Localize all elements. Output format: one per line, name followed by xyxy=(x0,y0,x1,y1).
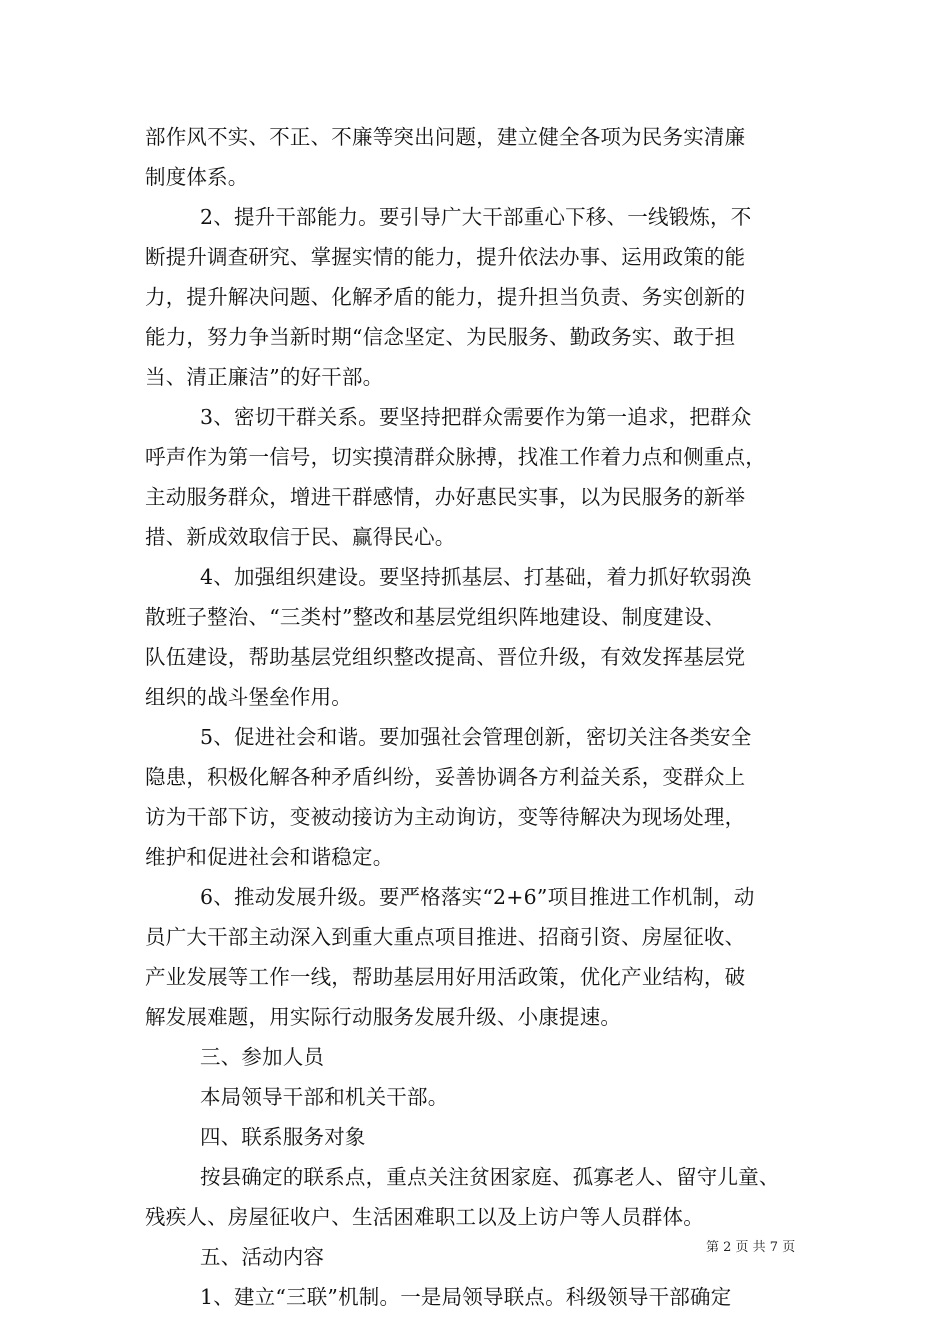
text-line: 队伍建设，帮助基层党组织整改提高、晋位升级，有效发挥基层党 xyxy=(145,645,746,669)
text-line: 访为干部下访，变被动接访为主动询访，变等待解决为现场处理， xyxy=(145,805,746,829)
text-line: 隐患，积极化解各种矛盾纠纷，妥善协调各方利益关系，变群众上 xyxy=(145,765,746,789)
section-heading: 四、联系服务对象 xyxy=(200,1125,366,1149)
document-body xyxy=(145,117,815,1317)
text-line: 部作风不实、不正、不廉等突出问题，建立健全各项为民务实清廉 xyxy=(145,125,746,149)
text-line: 维护和促进社会和谐稳定。 xyxy=(145,845,394,869)
paragraph-start: 6、推动发展升级。要严格落实“2+6”项目推进工作机制，动 xyxy=(200,885,755,909)
text-line: 组织的战斗堡垒作用。 xyxy=(145,685,352,709)
text-line: 力，提升解决问题、化解矛盾的能力，提升担当负责、务实创新的 xyxy=(145,285,746,309)
text-line: 主动服务群众，增进干群感情，办好惠民实事，以为民服务的新举 xyxy=(145,485,746,509)
paragraph-start: 本局领导干部和机关干部。 xyxy=(200,1085,449,1109)
section-heading: 三、参加人员 xyxy=(200,1045,325,1069)
text-line: 残疾人、房屋征收户、生活困难职工以及上访户等人员群体。 xyxy=(145,1205,704,1229)
paragraph-start: 3、密切干群关系。要坚持把群众需要作为第一追求，把群众 xyxy=(200,405,752,429)
text-line: 产业发展等工作一线，帮助基层用好用活政策，优化产业结构，破 xyxy=(145,965,746,989)
text-line: 制度体系。 xyxy=(145,165,249,189)
paragraph-start: 4、加强组织建设。要坚持抓基层、打基础，着力抓好软弱涣 xyxy=(200,565,752,589)
text-line: 当、清正廉洁”的好干部。 xyxy=(145,365,384,389)
text-line: 断提升调查研究、掌握实情的能力，提升依法办事、运用政策的能 xyxy=(145,245,746,269)
paragraph-start: 1、建立“三联”机制。一是局领导联点。科级领导干部确定 xyxy=(200,1285,732,1309)
paragraph-start: 按县确定的联系点，重点关注贫困家庭、孤寡老人、留守儿童、 xyxy=(200,1165,780,1189)
text-line: 能力，努力争当新时期“信念坚定、为民服务、勤政务实、敢于担 xyxy=(145,325,736,349)
text-line: 散班子整治、“三类村”整改和基层党组织阵地建设、制度建设、 xyxy=(145,605,726,629)
page-number: 第 2 页 共 7 页 xyxy=(706,1240,796,1255)
section-heading: 五、活动内容 xyxy=(200,1245,325,1269)
text-line: 措、新成效取信于民、赢得民心。 xyxy=(145,525,456,549)
paragraph-start: 5、促进社会和谐。要加强社会管理创新，密切关注各类安全 xyxy=(200,725,752,749)
paragraph-start: 2、提升干部能力。要引导广大干部重心下移、一线锻炼，不 xyxy=(200,205,752,229)
text-line: 呼声作为第一信号，切实摸清群众脉搏，找准工作着力点和侧重点， xyxy=(145,445,766,469)
text-line: 解发展难题，用实际行动服务发展升级、小康提速。 xyxy=(145,1005,622,1029)
text-line: 员广大干部主动深入到重大重点项目推进、招商引资、房屋征收、 xyxy=(145,925,746,949)
